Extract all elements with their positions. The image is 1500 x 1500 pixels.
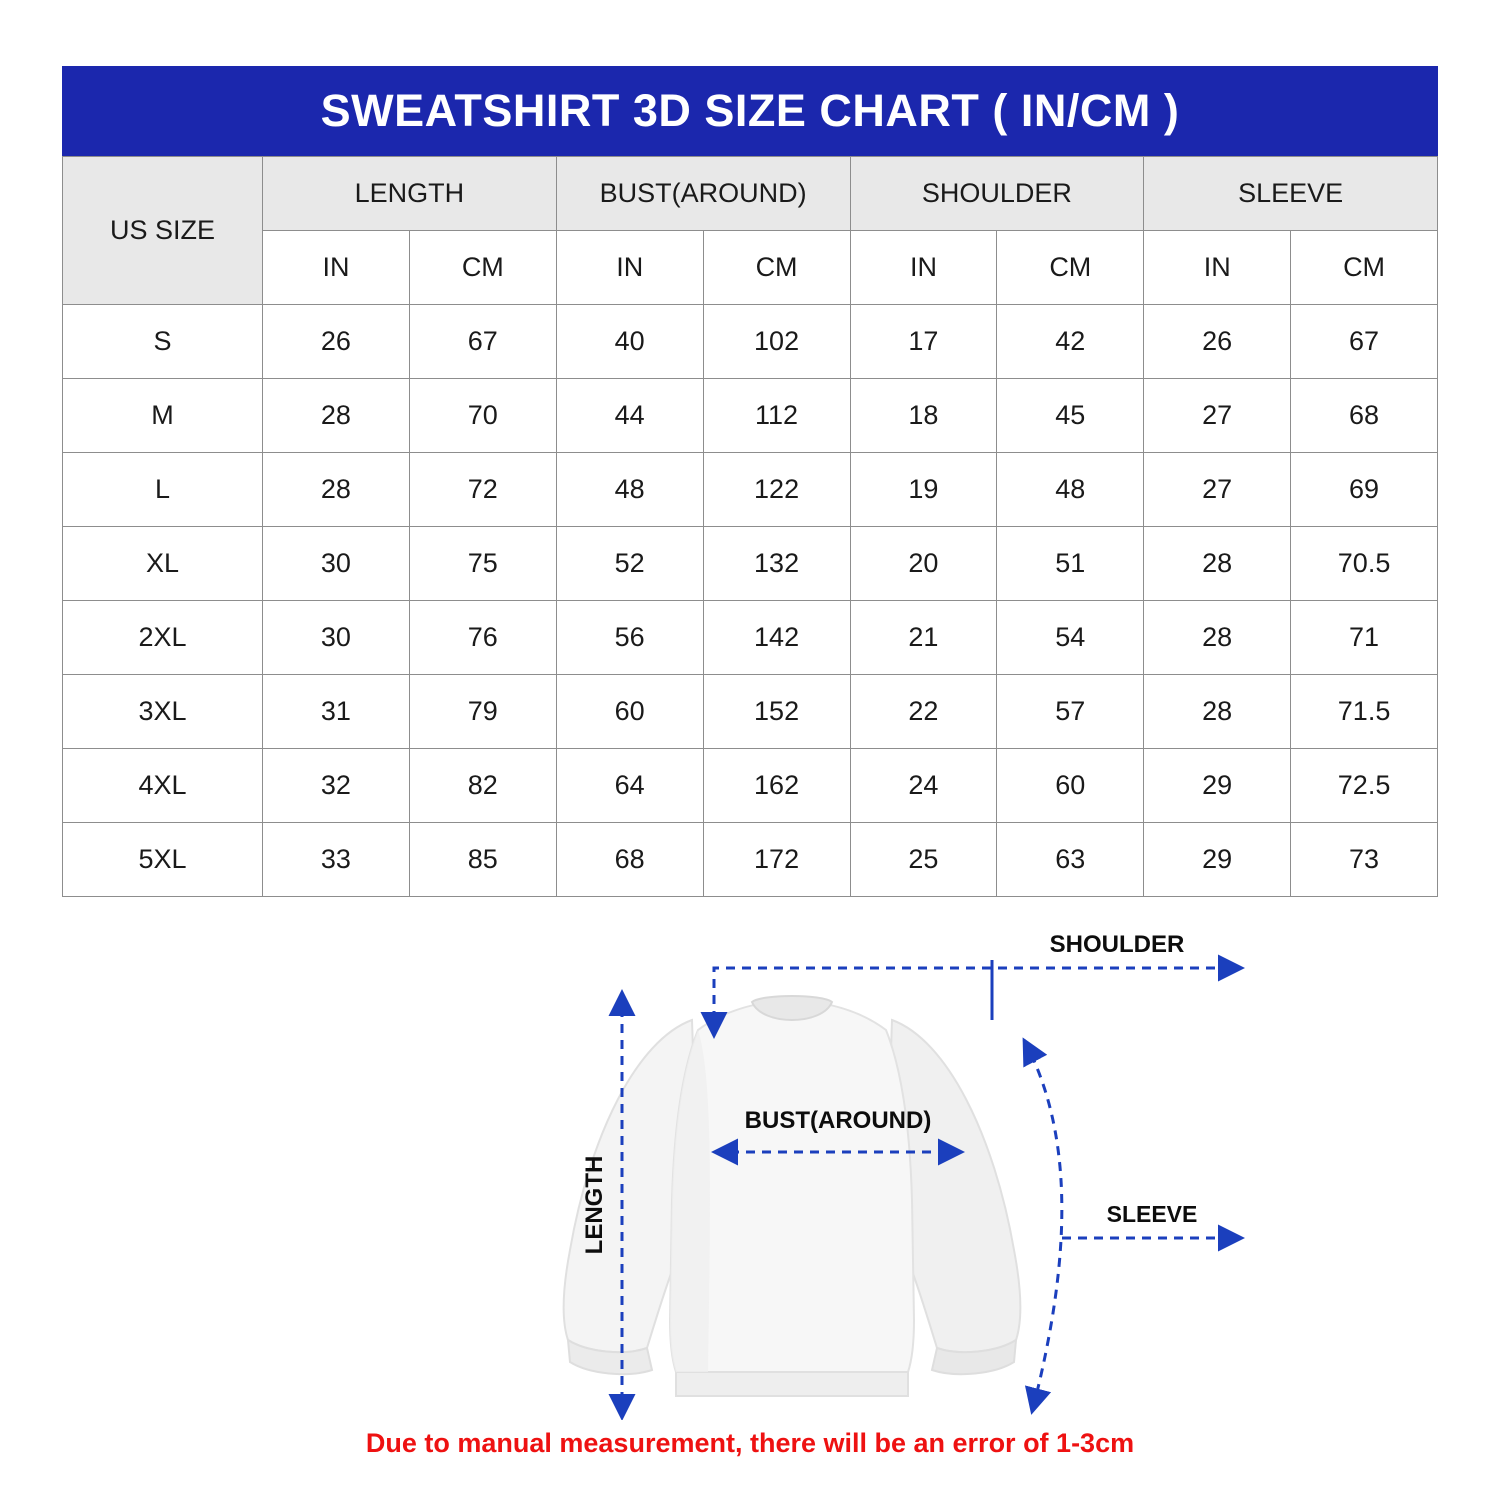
cell-bust-cm: 122 [703, 453, 850, 527]
table-row [63, 675, 1438, 749]
unit-header-shoulder-in: IN [850, 231, 997, 305]
cell-length-cm: 79 [409, 675, 556, 749]
cell-length-cm: 75 [409, 527, 556, 601]
unit-header-length-cm: CM [409, 231, 556, 305]
cell-size: 4XL [63, 749, 263, 823]
cell-bust-in: 48 [556, 453, 703, 527]
cell-size: M [63, 379, 263, 453]
column-header-length: LENGTH [263, 157, 557, 231]
cell-sleeve-cm: 67 [1291, 305, 1438, 379]
cell-length-cm: 72 [409, 453, 556, 527]
column-header-us-size: US SIZE [63, 157, 263, 305]
cell-length-cm: 76 [409, 601, 556, 675]
unit-header-sleeve-in: IN [1144, 231, 1291, 305]
cell-length-in: 28 [263, 379, 410, 453]
cell-shoulder-in: 17 [850, 305, 997, 379]
cell-bust-cm: 102 [703, 305, 850, 379]
column-header-bust: BUST(AROUND) [556, 157, 850, 231]
cell-sleeve-in: 26 [1144, 305, 1291, 379]
cell-bust-cm: 162 [703, 749, 850, 823]
table-row [63, 453, 1438, 527]
cell-shoulder-cm: 57 [997, 675, 1144, 749]
cell-bust-cm: 142 [703, 601, 850, 675]
cell-shoulder-cm: 51 [997, 527, 1144, 601]
sleeve-arrow [1024, 1040, 1062, 1412]
cell-shoulder-in: 20 [850, 527, 997, 601]
cell-sleeve-in: 28 [1144, 527, 1291, 601]
cell-sleeve-in: 27 [1144, 379, 1291, 453]
cell-sleeve-cm: 73 [1291, 823, 1438, 897]
cell-sleeve-cm: 69 [1291, 453, 1438, 527]
cell-length-cm: 67 [409, 305, 556, 379]
cell-sleeve-in: 28 [1144, 675, 1291, 749]
cell-bust-cm: 132 [703, 527, 850, 601]
cell-bust-in: 64 [556, 749, 703, 823]
measurement-diagram [62, 920, 1438, 1420]
cell-shoulder-cm: 63 [997, 823, 1144, 897]
table-header-group-row [63, 157, 1438, 231]
unit-header-bust-in: IN [556, 231, 703, 305]
unit-header-bust-cm: CM [703, 231, 850, 305]
size-chart-table [62, 156, 1438, 897]
label-length: LENGTH [581, 1155, 608, 1255]
cell-shoulder-cm: 54 [997, 601, 1144, 675]
cell-shoulder-in: 22 [850, 675, 997, 749]
label-bust: BUST(AROUND) [744, 1107, 932, 1134]
cell-bust-cm: 152 [703, 675, 850, 749]
cell-sleeve-in: 29 [1144, 823, 1291, 897]
cell-sleeve-in: 28 [1144, 601, 1291, 675]
cell-sleeve-cm: 68 [1291, 379, 1438, 453]
cell-sleeve-cm: 70.5 [1291, 527, 1438, 601]
cell-length-in: 30 [263, 601, 410, 675]
cell-sleeve-cm: 71 [1291, 601, 1438, 675]
cell-bust-cm: 112 [703, 379, 850, 453]
cell-length-cm: 85 [409, 823, 556, 897]
cell-size: 2XL [63, 601, 263, 675]
table-row [63, 527, 1438, 601]
cell-bust-in: 44 [556, 379, 703, 453]
cell-shoulder-cm: 42 [997, 305, 1144, 379]
cell-length-in: 32 [263, 749, 410, 823]
table-row [63, 749, 1438, 823]
cell-sleeve-in: 29 [1144, 749, 1291, 823]
cell-length-in: 33 [263, 823, 410, 897]
cell-length-cm: 82 [409, 749, 556, 823]
cell-length-cm: 70 [409, 379, 556, 453]
page-title: SWEATSHIRT 3D SIZE CHART ( IN/CM ) [62, 66, 1438, 156]
cell-length-in: 26 [263, 305, 410, 379]
cell-shoulder-cm: 60 [997, 749, 1144, 823]
cell-length-in: 31 [263, 675, 410, 749]
label-shoulder: SHOULDER [1049, 931, 1185, 958]
size-chart-table-container [62, 66, 1438, 897]
column-header-sleeve: SLEEVE [1144, 157, 1438, 231]
cell-bust-in: 52 [556, 527, 703, 601]
cell-bust-in: 56 [556, 601, 703, 675]
column-header-shoulder: SHOULDER [850, 157, 1144, 231]
sweatshirt-illustration [564, 996, 1021, 1396]
measurement-disclaimer: Due to manual measurement, there will be an error of 1-3cm [365, 1428, 1135, 1458]
cell-bust-in: 40 [556, 305, 703, 379]
label-sleeve: SLEEVE [1106, 1201, 1198, 1227]
cell-shoulder-in: 19 [850, 453, 997, 527]
cell-sleeve-cm: 72.5 [1291, 749, 1438, 823]
cell-size: S [63, 305, 263, 379]
cell-bust-cm: 172 [703, 823, 850, 897]
cell-shoulder-in: 25 [850, 823, 997, 897]
cell-bust-in: 68 [556, 823, 703, 897]
cell-shoulder-cm: 45 [997, 379, 1144, 453]
unit-header-shoulder-cm: CM [997, 231, 1144, 305]
cell-shoulder-in: 21 [850, 601, 997, 675]
unit-header-sleeve-cm: CM [1291, 231, 1438, 305]
table-row [63, 379, 1438, 453]
table-row [63, 601, 1438, 675]
cell-shoulder-in: 24 [850, 749, 997, 823]
cell-sleeve-in: 27 [1144, 453, 1291, 527]
unit-header-length-in: IN [263, 231, 410, 305]
cell-sleeve-cm: 71.5 [1291, 675, 1438, 749]
cell-size: XL [63, 527, 263, 601]
table-header-unit-row [63, 231, 1438, 305]
cell-length-in: 30 [263, 527, 410, 601]
cell-size: 3XL [63, 675, 263, 749]
cell-size: L [63, 453, 263, 527]
cell-shoulder-cm: 48 [997, 453, 1144, 527]
cell-shoulder-in: 18 [850, 379, 997, 453]
table-row [63, 305, 1438, 379]
table-row [63, 823, 1438, 897]
cell-bust-in: 60 [556, 675, 703, 749]
cell-length-in: 28 [263, 453, 410, 527]
cell-size: 5XL [63, 823, 263, 897]
